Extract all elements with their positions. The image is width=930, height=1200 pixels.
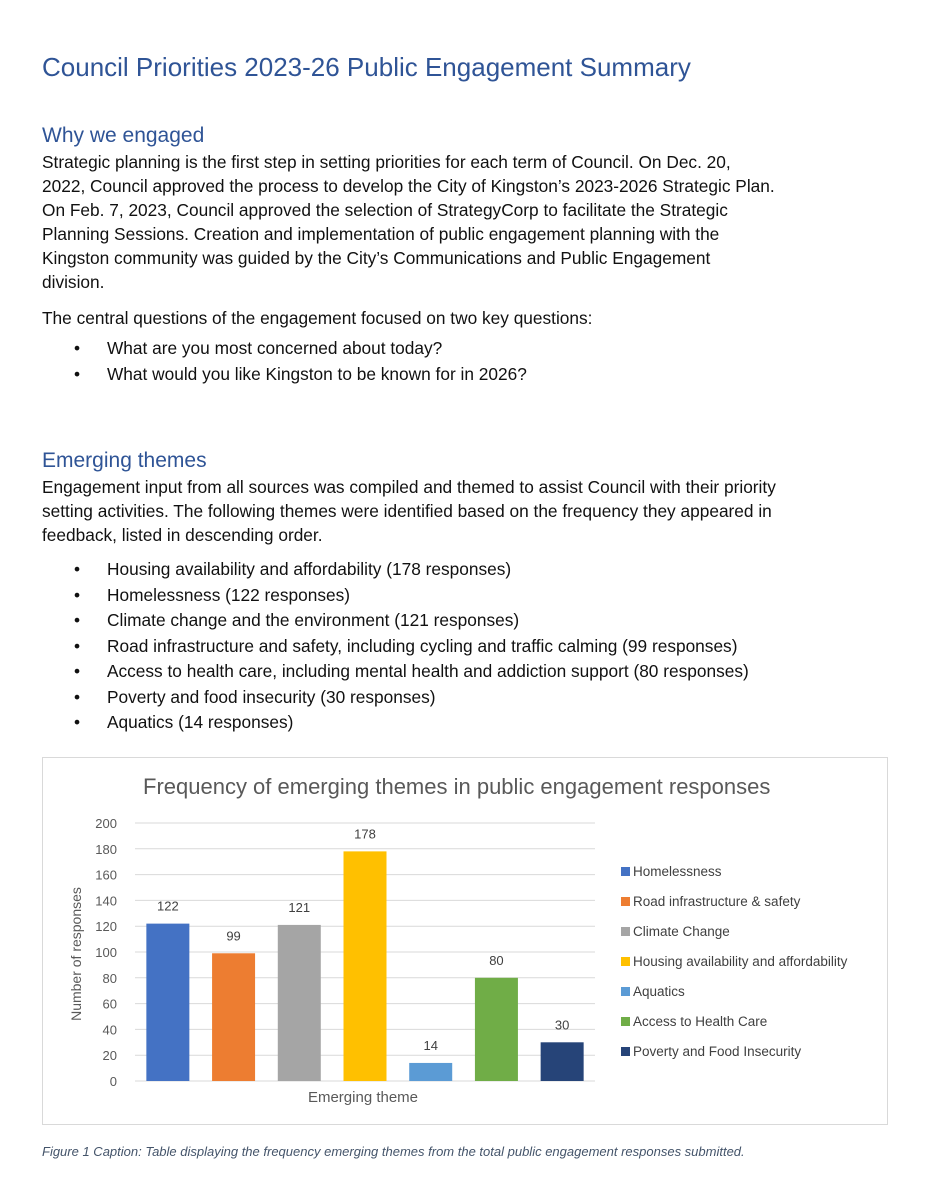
bar-1	[146, 924, 189, 1081]
legend-swatch	[621, 927, 630, 936]
chart-title: Frequency of emerging themes in public engagement responses	[143, 774, 771, 799]
themes-heading: Emerging themes	[42, 449, 207, 472]
data-label: 178	[354, 826, 376, 842]
why-we-engaged-section	[42, 124, 892, 387]
y-axis-label: Number of responses	[68, 887, 84, 1021]
theme-item: • Housing availability and affordability (178 responses)	[42, 557, 892, 583]
why-line: On Feb. 7, 2023, Council approved the selection of StrategyCorp to facilitate the Strategic	[42, 200, 728, 220]
theme-item: • Homelessness (122 responses)	[42, 583, 892, 609]
themes-line: feedback, listed in descending order.	[42, 525, 323, 545]
bar-7	[541, 1042, 584, 1081]
legend-label: Road infrastructure & safety	[633, 894, 801, 909]
theme-item: • Poverty and food insecurity (30 responses)	[42, 685, 892, 711]
y-tick-label: 40	[102, 1022, 117, 1038]
y-tick-label: 0	[109, 1074, 117, 1089]
bar-4	[344, 851, 387, 1081]
y-tick-label: 200	[95, 816, 117, 831]
theme-item: • Aquatics (14 responses)	[42, 710, 892, 736]
y-tick-label: 180	[95, 841, 117, 857]
data-label: 121	[288, 899, 311, 915]
y-tick-label: 120	[95, 919, 117, 935]
theme-item: • Access to health care, including mental health and addiction support (80 responses)	[42, 659, 892, 685]
themes-paragraph	[42, 475, 892, 547]
data-label: 14	[423, 1037, 438, 1053]
y-tick-label: 80	[102, 970, 117, 986]
questions-intro: The central questions of the engagement focused on two key questions:	[42, 308, 593, 328]
legend-label: Aquatics	[633, 984, 685, 999]
legend-swatch	[621, 867, 630, 876]
question-item: • What would you like Kingston to be known for in 2026?	[42, 362, 892, 388]
y-tick-label: 100	[95, 945, 117, 960]
page-title: Council Priorities 2023-26 Public Engagement Summary	[42, 52, 691, 82]
bar-chart	[43, 758, 887, 1124]
why-paragraph	[42, 150, 892, 294]
legend-swatch	[621, 1047, 630, 1056]
question-item: • What are you most concerned about today?	[42, 336, 892, 362]
theme-item: • Climate change and the environment (121 responses)	[42, 608, 892, 634]
y-tick-label: 20	[102, 1048, 117, 1064]
legend-swatch	[621, 897, 630, 906]
data-label: 122	[157, 898, 179, 914]
why-line: Strategic planning is the first step in setting priorities for each term of Council. On Dec. 20,	[42, 152, 731, 172]
themes-line: Engagement input from all sources was compiled and themed to assist Council with their priority	[42, 477, 776, 497]
legend-swatch	[621, 957, 630, 966]
bar-6	[475, 978, 518, 1081]
emerging-themes-section	[42, 449, 892, 736]
legend-label: Housing availability and affordability	[633, 954, 848, 969]
x-axis-label: Emerging theme	[307, 1089, 419, 1106]
data-label: 30	[554, 1017, 570, 1033]
theme-item: • Road infrastructure and safety, including cycling and traffic calming (99 responses)	[42, 634, 892, 660]
themes-line: setting activities. The following themes were identified based on the frequency they appeared in	[42, 501, 772, 521]
themes-list	[42, 557, 892, 736]
bar-3	[278, 925, 321, 1081]
figure-caption: Figure 1 Caption: Table displaying the frequency emerging themes from the total public engagement responses submitted.	[42, 1144, 745, 1159]
data-label: 99	[226, 928, 241, 944]
why-line: Planning Sessions. Creation and implementation of public engagement planning with the	[42, 224, 720, 244]
questions-list	[42, 336, 892, 387]
why-line: 2022, Council approved the process to develop the City of Kingston’s 2023-2026 Strategic Plan.	[42, 176, 775, 196]
why-line: Kingston community was guided by the City’s Communications and Public Engagement	[42, 248, 711, 268]
legend-label: Homelessness	[633, 864, 722, 879]
why-heading: Why we engaged	[42, 124, 205, 147]
legend-label: Access to Health Care	[633, 1014, 768, 1029]
legend-label: Poverty and Food Insecurity	[633, 1044, 802, 1059]
data-label: 80	[489, 952, 504, 968]
y-tick-label: 160	[95, 867, 117, 883]
bar-2	[212, 953, 255, 1081]
legend-label: Climate Change	[633, 924, 730, 939]
legend-swatch	[621, 1017, 630, 1026]
chart-frame	[42, 757, 888, 1125]
y-tick-label: 60	[102, 996, 117, 1012]
legend-swatch	[621, 987, 630, 996]
why-line: division.	[42, 272, 105, 292]
y-tick-label: 140	[95, 893, 117, 909]
bar-5	[409, 1063, 452, 1081]
